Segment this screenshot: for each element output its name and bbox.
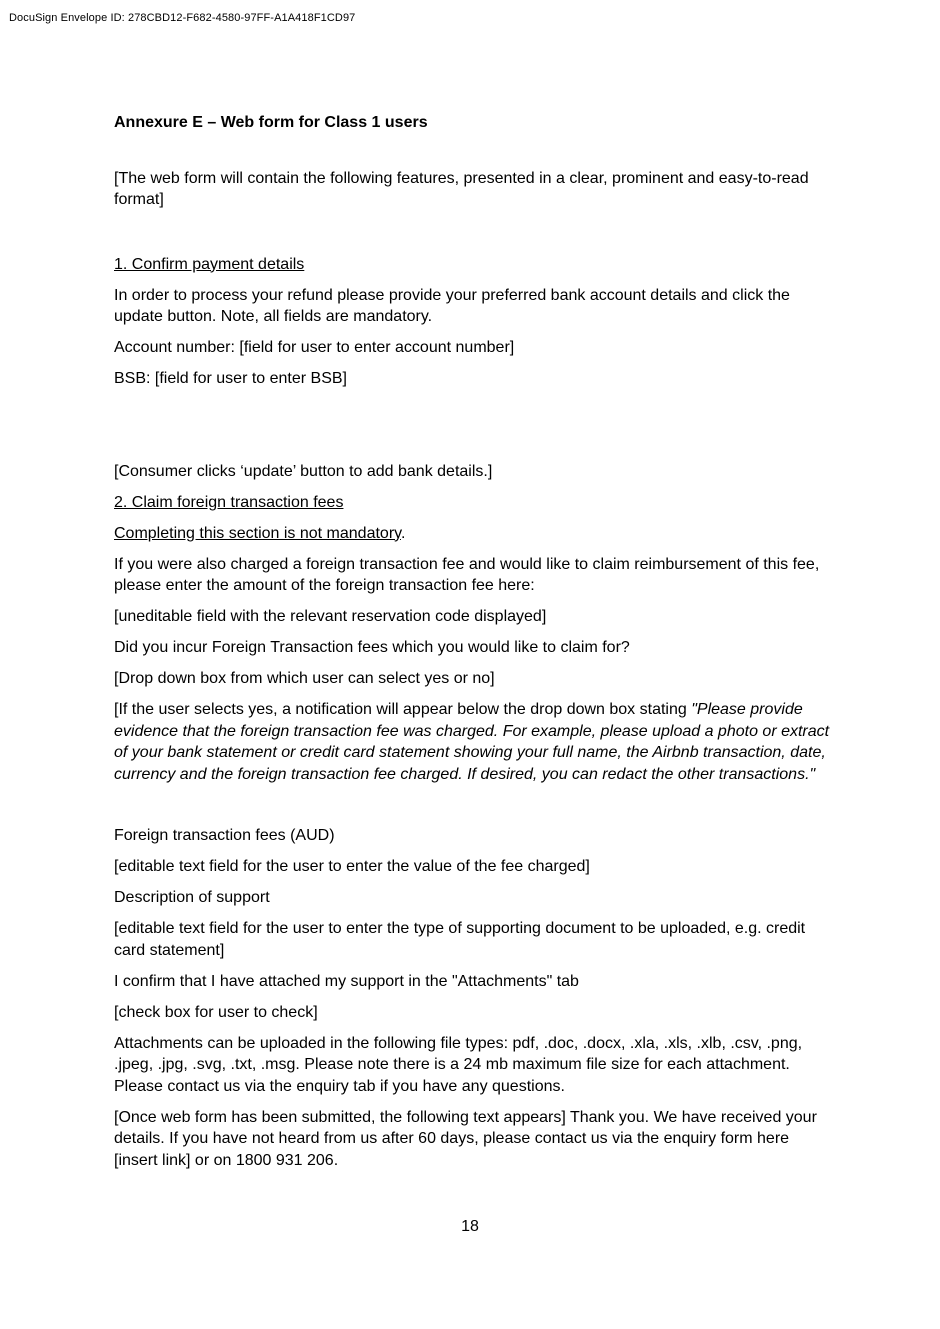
fees-question: Did you incur Foreign Transaction fees which you would like to claim for? [114,639,630,656]
fees-field-note: [editable text field for the user to enter the value of the fee charged] [114,858,590,875]
bsb-field-note: BSB: [field for user to enter BSB] [114,370,347,387]
section1-instructions: In order to process your refund please provide your preferred bank account details and click the update button. Note, all fields are mandatory. [114,286,790,325]
not-mandatory-text: Completing this section is not mandatory [114,524,401,542]
envelope-id: DocuSign Envelope ID: 278CBD12-F682-4580-97FF-A1A418F1CD97 [9,12,356,24]
notification-text: "Please provide evidence that the foreign transaction fee was charged. For example, please upload a photo or extract of your bank statement or credit card statement showing your full name, the Airbnb transaction, date, currency and the foreign transaction fee charged. If desired, you can redact the other transactions." [114,701,830,783]
intro-paragraph: [The web form will contain the following features, presented in a clear, prominent and easy-to-read format] [114,169,809,208]
confirm-label: I confirm that I have attached my support in the "Attachments" tab [114,972,579,990]
notification-prefix: [If the user selects yes, a notification will appear below the drop down box stating [114,701,692,718]
fees-label: Foreign transaction fees (AUD) [114,827,335,844]
checkbox-note: [check box for user to check] [114,1003,318,1021]
dropdown-note: [Drop down box from which user can select yes or no] [114,670,495,687]
not-mandatory-note [114,523,830,545]
attachments-note: Attachments can be uploaded in the following file types: pdf, .doc, .docx, .xla, .xls, .xlb, .csv, .png, .jpeg, .jpg, .svg, .txt, .msg. Please note there is a 24 mb maximum file size for each attachment. Please contact us via the enquiry tab if you have any questions. [114,1034,803,1095]
not-mandatory-period: . [400,524,406,542]
document-body [114,112,830,1181]
notification-note [114,699,830,785]
page-number: 18 [461,1218,479,1235]
submitted-note: [Once web form has been submitted, the following text appears] Thank you. We have received your details. If you have not heard from us after 60 days, please contact us via the enquiry form here [insert link] or on 1800 931 206. [114,1108,817,1169]
reservation-field-note: [uneditable field with the relevant reservation code displayed] [114,608,547,625]
update-button-note: [Consumer clicks ‘update’ button to add bank details.] [114,462,493,480]
section1-heading: 1. Confirm payment details [114,255,305,273]
account-number-field-note: Account number: [field for user to enter account number] [114,339,515,356]
section2-instructions: If you were also charged a foreign transaction fee and would like to claim reimbursement of this fee, please enter the amount of the foreign transaction fee here: [114,555,820,594]
page-title: Annexure E – Web form for Class 1 users [114,114,428,131]
support-field-note: [editable text field for the user to enter the type of supporting document to be uploaded, e.g. credit card statement] [114,920,806,959]
support-label: Description of support [114,889,270,906]
section2-heading: 2. Claim foreign transaction fees [114,493,344,511]
